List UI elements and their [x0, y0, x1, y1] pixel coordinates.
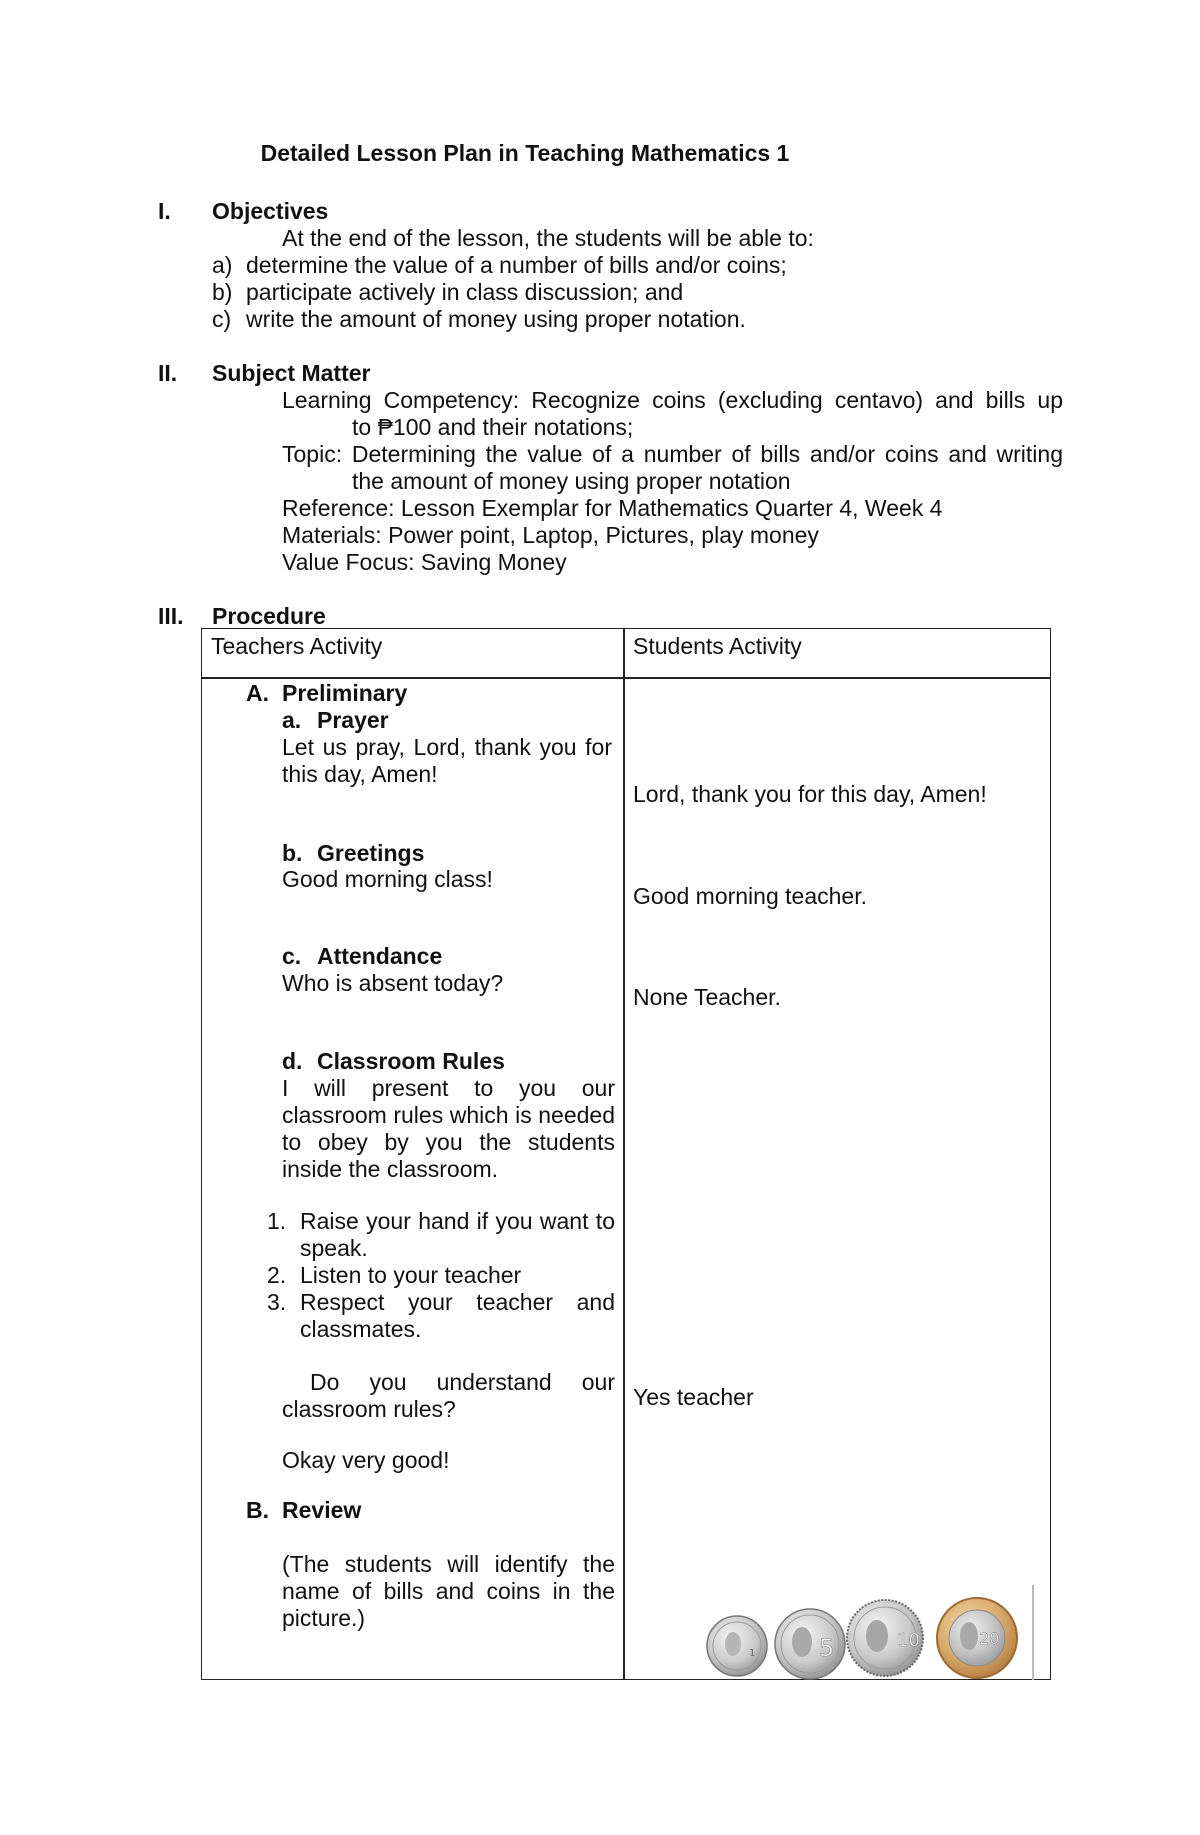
review-teacher-text: (The students will identify the name of bills and coins in the picture.) [282, 1551, 615, 1631]
attendance-student-text: None Teacher. [633, 984, 781, 1010]
objective-b-marker: b) [212, 279, 233, 305]
rule-1-marker: 1. [267, 1208, 287, 1234]
objective-a-marker: a) [212, 252, 233, 278]
table-header-divider [201, 677, 1051, 679]
attendance-teacher-text: Who is absent today? [282, 970, 504, 996]
twenty-peso-coin-icon [937, 1598, 1017, 1678]
rule-3-marker: 3. [267, 1289, 287, 1315]
coin-label-20: 20 [979, 1629, 1000, 1648]
table-column-divider [623, 628, 625, 1680]
picture-edge [1032, 1585, 1034, 1680]
attendance-marker: c. [282, 943, 302, 969]
procedure-heading: Procedure [212, 603, 326, 629]
rules-intro: I will present to you our classroom rules which is needed to obey by you the students inside the classroom. [282, 1075, 615, 1182]
ten-peso-coin-icon [847, 1600, 923, 1676]
value-focus: Value Focus: Saving Money [282, 549, 567, 575]
subject-matter-number: II. [158, 360, 178, 386]
objective-c: write the amount of money using proper notation. [246, 306, 746, 332]
preliminary-heading: Preliminary [282, 680, 408, 706]
coin-label-10: 10 [897, 1630, 920, 1651]
prayer-teacher-text: Let us pray, Lord, thank you for this day, Amen! [282, 734, 612, 787]
rule-1-text: Raise your hand if you want to speak. [300, 1208, 615, 1261]
reference: Reference: Lesson Exemplar for Mathematics Quarter 4, Week 4 [282, 495, 943, 521]
learning-competency-cont: to ₱100 and their notations; [352, 414, 634, 440]
one-peso-coin-icon [707, 1616, 767, 1676]
objective-c-marker: c) [212, 306, 232, 332]
prayer-marker: a. [282, 707, 302, 733]
objective-b: participate actively in class discussion; and [246, 279, 684, 305]
objectives-heading: Objectives [212, 198, 329, 224]
review-marker: B. [246, 1497, 269, 1523]
five-peso-coin-icon [775, 1609, 845, 1679]
topic-cont: the amount of money using proper notation [352, 468, 791, 494]
rule-3-text: Respect your teacher and classmates. [300, 1289, 615, 1342]
teachers-activity-header: Teachers Activity [211, 633, 383, 659]
preliminary-marker: A. [246, 680, 269, 706]
learning-competency: Learning Competency: Recognize coins (excluding centavo) and bills up [282, 387, 1063, 413]
rules-heading: Classroom Rules [317, 1048, 505, 1074]
rule-2-marker: 2. [267, 1262, 287, 1288]
students-activity-header: Students Activity [633, 633, 802, 659]
greetings-heading: Greetings [317, 840, 425, 866]
review-heading: Review [282, 1497, 362, 1523]
prayer-heading: Prayer [317, 707, 389, 733]
rules-marker: d. [282, 1048, 303, 1074]
rules-question: Do you understand our classroom rules? [282, 1369, 615, 1422]
greetings-teacher-text: Good morning class! [282, 866, 493, 892]
attendance-heading: Attendance [317, 943, 443, 969]
prayer-student-text: Lord, thank you for this day, Amen! [633, 781, 987, 807]
objectives-number: I. [158, 198, 171, 224]
rules-student-answer: Yes teacher [633, 1384, 754, 1410]
objectives-intro: At the end of the lesson, the students will be able to: [282, 225, 814, 251]
greetings-marker: b. [282, 840, 303, 866]
objective-a: determine the value of a number of bills and/or coins; [246, 252, 787, 278]
document-title: Detailed Lesson Plan in Teaching Mathematics 1 [260, 140, 790, 166]
coin-label-1: 1 [749, 1648, 756, 1659]
coins-picture [705, 1590, 1035, 1680]
greetings-student-text: Good morning teacher. [633, 883, 867, 909]
topic: Topic: Determining the value of a number of bills and/or coins and writing [282, 441, 1063, 467]
rule-2-text: Listen to your teacher [300, 1262, 522, 1288]
procedure-number: III. [158, 603, 184, 629]
rules-praise: Okay very good! [282, 1447, 450, 1473]
subject-matter-heading: Subject Matter [212, 360, 371, 386]
coin-label-5: 5 [819, 1634, 835, 1662]
materials: Materials: Power point, Laptop, Pictures, play money [282, 522, 819, 548]
